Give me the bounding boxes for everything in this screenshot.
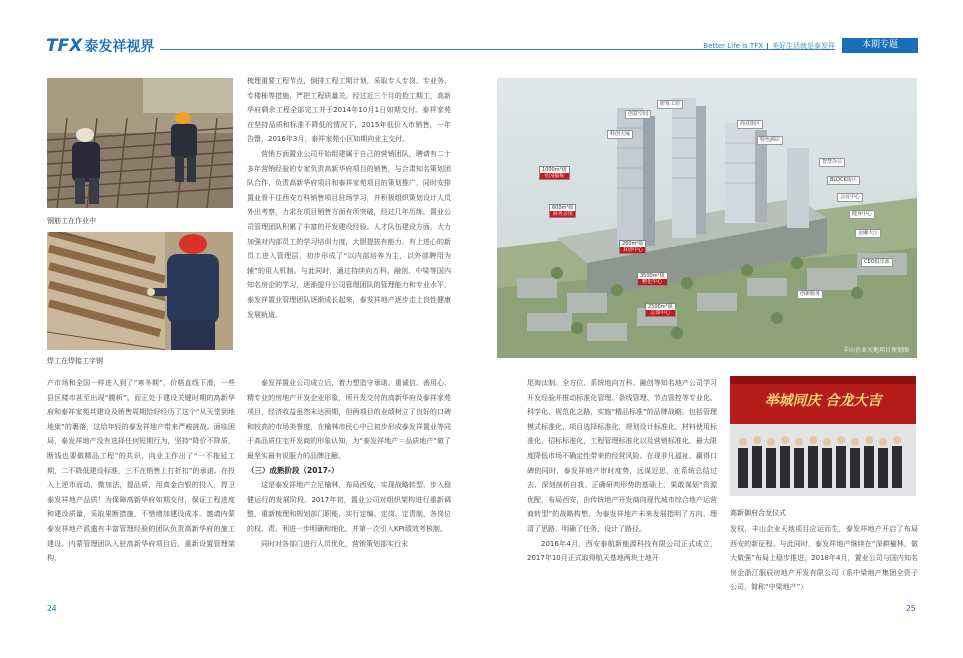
caption-photo2: 焊工在焊接工字钢 bbox=[47, 357, 103, 365]
label-commercial-street: 商业街区 bbox=[737, 120, 763, 129]
page-number-left: 24 bbox=[47, 604, 57, 613]
label-incubation-center bbox=[637, 272, 668, 286]
welder-illustration bbox=[47, 232, 233, 350]
magazine-logo bbox=[46, 36, 154, 56]
paragraph: 同时对各部门进行人员优化，营销策划部实行末 bbox=[261, 539, 408, 548]
label-business-hall-area: 600m²级 bbox=[552, 205, 574, 211]
page-number-right: 25 bbox=[906, 604, 916, 613]
label-featured-hotel: 特色酒店 bbox=[757, 136, 783, 145]
label-business-hall bbox=[549, 204, 576, 218]
label-loft-office: BLOCK街区 bbox=[827, 176, 860, 185]
logo-cn: 泰发祥视界 bbox=[84, 39, 155, 55]
label-entrepreneur-hall-name: 双创中心 bbox=[620, 247, 645, 253]
label-garden-area: 1000m²级 bbox=[542, 167, 567, 173]
slogan-en: Better Life is TFX bbox=[703, 42, 764, 50]
photo-welder bbox=[47, 232, 233, 350]
caption-plan: 丰山企业天地项目规划图 bbox=[842, 347, 909, 354]
paragraph: 这是泰发祥地产立足榆林，布局西安，实现战略转型，步入稳健运行的发展阶段。2017年初，置业公司对组织架构进行重新调整，重新梳理和规划部门职能，实行定编、定岗、定责制，各岗位的权、责、利进一步明确和细化，并第一次引入KPI绩效考核制。 bbox=[247, 481, 451, 533]
paragraph: 产市场和全国一样进入到了“寒冬期”，价格直线下滑，一些县区楼市甚至出现“腰斩”。而正处于建设关键时期的高新华府和泰祥家苑其建设及销售周期恰好经历了这个“从天堂到地地狱”的裹落，这给年轻的泰发祥地产带来严峻挑战。面临困局，泰发祥地产没有选择任何短期行为，坚持“降价不降质，断钱也要做精品工程”的共识，向业主作出了“一不拖延工期，二不降低建设标准，三不在销售上打折扣”的承诺。在投入上逆市而动，微加法，提品质，用真金白银的投入，捍卫泰发祥地产品质！为保障高新华府如期交付，保证工程进度和建设质量，采取果断措施，不惜增加建设成本。邀请内蒙泰发祥地产派遣有丰富管理经验的团队负责高新华府的施工建设。内蒙管理团队入驻高新华府项目后，重新设置管理架构， bbox=[47, 379, 235, 563]
label-incubation-center-name: 孵化中心 bbox=[638, 279, 667, 285]
label-garden bbox=[539, 166, 570, 180]
label-entrepreneur-hall bbox=[619, 240, 646, 254]
label-creative-space: 创意空间 bbox=[625, 110, 651, 119]
label-headquarters-center-area: 2500m²级 bbox=[648, 304, 673, 310]
label-headquarters-center bbox=[645, 303, 676, 317]
label-headquarters-center-name: 总部中心 bbox=[646, 310, 675, 316]
paragraph: 2016年4月，西安泰航新能源科技有限公司正式成立，2017年10月正式取得航天基地两块土地开 bbox=[527, 539, 717, 563]
label-incubation-center-area: 3500m²级 bbox=[640, 273, 665, 279]
rebar-workers-illustration bbox=[47, 78, 233, 208]
paragraph: 梳理重要工程节点，倒排工程工期计划，采取专人专岗、专业务、专楼栋等措施，严把工程质量关。经过近三个月的抢工期工，高新华府剩余工程全部完工并于2014年10月1日如期交付。泰祥家苑在坚持品质和标准不降低的情况下，2015年低价入市销售，一年告罄，2016年3月，泰祥家苑小区如期向业主交付。 bbox=[247, 77, 451, 144]
label-fitness-center: 健身中心 bbox=[849, 210, 875, 219]
caption-ceremony: 高新御府合龙仪式 bbox=[730, 509, 786, 517]
paragraph: 营销方面置业公司开始组建属于自己的营销团队，聘请有二十多年营销经验的专家负责高新华府项目的销售，与合肃知名策划团队合作，负责高新华府项目和泰祥家苑项目的策划推广，同时安排置业骨干往西安万科销售项目驻场学习，并积极组织策划设计人员外出考察，力求在项目销售方面有所突破，经过几年历练，置业公司管理团队积累了丰富的开发建设经验。人才队伍建设方面，大力加强对内部员工的学习培训力度，大胆提拔有能力、有上进心的新员工进入管理层，初步形成了“以内部培养为主，以外部聘用为辅”的用人机制。与此同时，通过持续向万科、融创、中梁等国内知名房企的学习，逐渐提升公司管理团队的管理能力和专业水平，泰发祥置业管理团队逐渐成长起来，泰发祥地产逐步走上良性健康发展轨道。 bbox=[247, 149, 451, 319]
label-conference-center: 会议中心 bbox=[837, 193, 863, 202]
paragraph: 泰发祥置业公司成立后，着力塑造守承诺、重诚信、善用心、精专业的房地产开发企业形象，所开发交付的高新华府及泰祥家苑项目，经济收益虽然未达预期，但两项目的业绩树立了良好的口碑和较高的市场美誉度，在榆林市民心中已初步形成泰发祥置业等同于高品质住宅开发商的形象认知，为“泰发祥地产＝品质地产”做了最坚实最有说服力的品牌注解。 bbox=[247, 379, 451, 460]
label-finance-hall: 金融大厅 bbox=[855, 229, 881, 238]
label-rd-workshop: 研发工坊 bbox=[657, 100, 683, 109]
paragraph: 发权，丰山企业天地项目应运而生，泰发祥地产开启了布局西安的新征程。与此同时，泰发祥地产继续在“深耕榆林，做大做强”布局上稳步推进，2018年4月，置业公司与国内知名房企浙江服辰房地产开发有限公司（系中梁地产集团全资子公司，简称“中梁地产”） bbox=[730, 525, 918, 592]
slogan-cn: 美好生活就是泰发祥 bbox=[772, 42, 835, 50]
left-col1-text bbox=[47, 376, 235, 596]
left-col2-text bbox=[247, 74, 451, 372]
paragraph: 尾淘汰制。全方位、系统地向万科、融创等知名地产公司学习开发经验并推动标准化管理、条线管理、节点管控等专业化、科学化、规范化之路，实施“精品标准”的品牌战略。包括管理模式标准化，项目选择标准化，规划设计标准化，材料使用标准化，招标标准化，工程管理标准化以及营销标准化，最大限度降低市场不确定性带来的经营风险。在现非凡福祉、赢得口碑的同时，泰发祥地产审时度势，远谋近思，在系统总结过去、深刻剖析自我、正确研判形势的基础上，果敢谋划“资源优配，布局西安，由传统地产开发商向现代城市综合地产运营商转型”的战略构想，为泰发祥地产未来发展指明了方向、理清了思路、明确了任务、设计了路径。 bbox=[527, 379, 717, 533]
label-entrepreneur-hall-area: 260m²级 bbox=[622, 241, 644, 247]
logo-tfx: TFX bbox=[46, 36, 83, 56]
caption-photo1: 钢筋工在作业中 bbox=[47, 217, 96, 225]
section-heading: （三）成熟阶段（2017-） bbox=[247, 465, 339, 475]
section-tab: 本期专题 bbox=[842, 38, 918, 53]
right-col1-text bbox=[527, 376, 717, 596]
left-col2b-text bbox=[247, 376, 451, 596]
label-smart-office: 智慧办公 bbox=[819, 158, 845, 167]
label-ceo-club: CEO俱乐部 bbox=[861, 258, 893, 267]
banner-text: 举城同庆 合龙大吉 bbox=[764, 393, 882, 409]
right-col2-text bbox=[730, 522, 918, 598]
label-startup-base: 创新服务 bbox=[797, 290, 823, 299]
label-garden-name: 花园独栋 bbox=[540, 173, 569, 179]
photo-ceremony bbox=[730, 376, 916, 496]
master-plan-rendering bbox=[497, 78, 917, 358]
label-tech-tower: 科创大厦 bbox=[607, 130, 633, 139]
label-business-hall-name: 商务会馆 bbox=[550, 211, 575, 217]
header-slogan bbox=[703, 41, 835, 51]
photo-rebar-workers bbox=[47, 78, 233, 208]
